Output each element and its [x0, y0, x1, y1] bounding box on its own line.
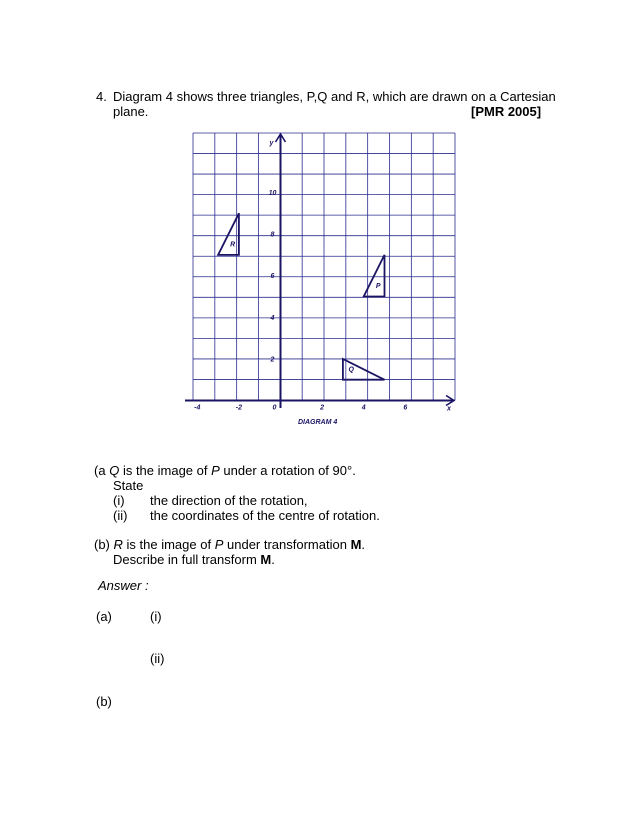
q-letter: Q [109, 463, 120, 478]
p-letter: P [211, 463, 220, 478]
y-axis-label: y [269, 140, 274, 147]
triangle-r [218, 213, 239, 255]
transformation-m: M [350, 537, 362, 552]
grid-lines [193, 133, 455, 400]
x-tick-label: -2 [235, 404, 243, 412]
question-number: 4. [96, 89, 107, 104]
x-tick-label: -4 [194, 404, 201, 412]
source-reference: [PMR 2005] [471, 104, 542, 119]
triangle-label-r: R [230, 241, 236, 249]
part-b-text-2: under transformation [227, 537, 347, 552]
question-line-2: plane. [113, 104, 149, 119]
answer-heading: Answer : [98, 578, 149, 593]
y-tick-label: 6 [270, 273, 275, 281]
part-a-state: State [113, 478, 144, 493]
triangle-label-q: Q [348, 366, 354, 374]
answer-a-i: (i) [150, 609, 162, 624]
answer-b-label: (b) [96, 694, 112, 709]
r-letter: R [113, 537, 123, 552]
part-a-text-1: is the image of [122, 463, 208, 478]
y-tick-label: 10 [268, 190, 277, 197]
diagram-caption: DIAGRAM 4 [298, 419, 338, 426]
part-a-i-text: the direction of the rotation, [150, 493, 308, 508]
part-b-describe: Describe in full transform [113, 552, 257, 567]
transformation-m-2: M [260, 552, 272, 567]
period-2: . [271, 552, 275, 567]
origin-label: 0 [272, 404, 277, 412]
axes [185, 134, 454, 408]
part-a-i-label: (i) [113, 493, 125, 508]
part-a-ii-text: the coordinates of the centre of rotation. [150, 508, 380, 523]
x-tick-label: 4 [361, 404, 366, 412]
part-a-question [94, 463, 356, 479]
y-tick-label: 2 [270, 356, 275, 364]
y-tick-label: 4 [270, 314, 275, 322]
part-a-text-2: under a rotation of 90°. [223, 463, 356, 478]
part-b-line-2 [113, 552, 275, 568]
part-b-question [94, 537, 365, 553]
triangles [218, 213, 384, 379]
part-b-text-1: is the image of [126, 537, 212, 552]
part-a-label: (a [94, 463, 106, 478]
answer-a-label: (a) [96, 609, 112, 624]
p-letter: P [214, 537, 224, 552]
answer-a-ii: (ii) [150, 651, 165, 666]
part-b-label: (b) [94, 537, 110, 552]
question-line-1: Diagram 4 shows three triangles, P,Q and R, which are drawn on a Cartesian [113, 89, 556, 104]
x-axis-label: x [447, 405, 451, 413]
triangle-p [364, 255, 385, 297]
y-tick-label: 8 [270, 231, 275, 239]
period: . [361, 537, 366, 552]
x-tick-label: 2 [320, 404, 325, 412]
part-a-ii-label: (ii) [113, 508, 128, 523]
tick-labels [194, 140, 452, 413]
triangle-label-p: P [375, 283, 381, 291]
x-tick-label: 6 [403, 404, 408, 412]
